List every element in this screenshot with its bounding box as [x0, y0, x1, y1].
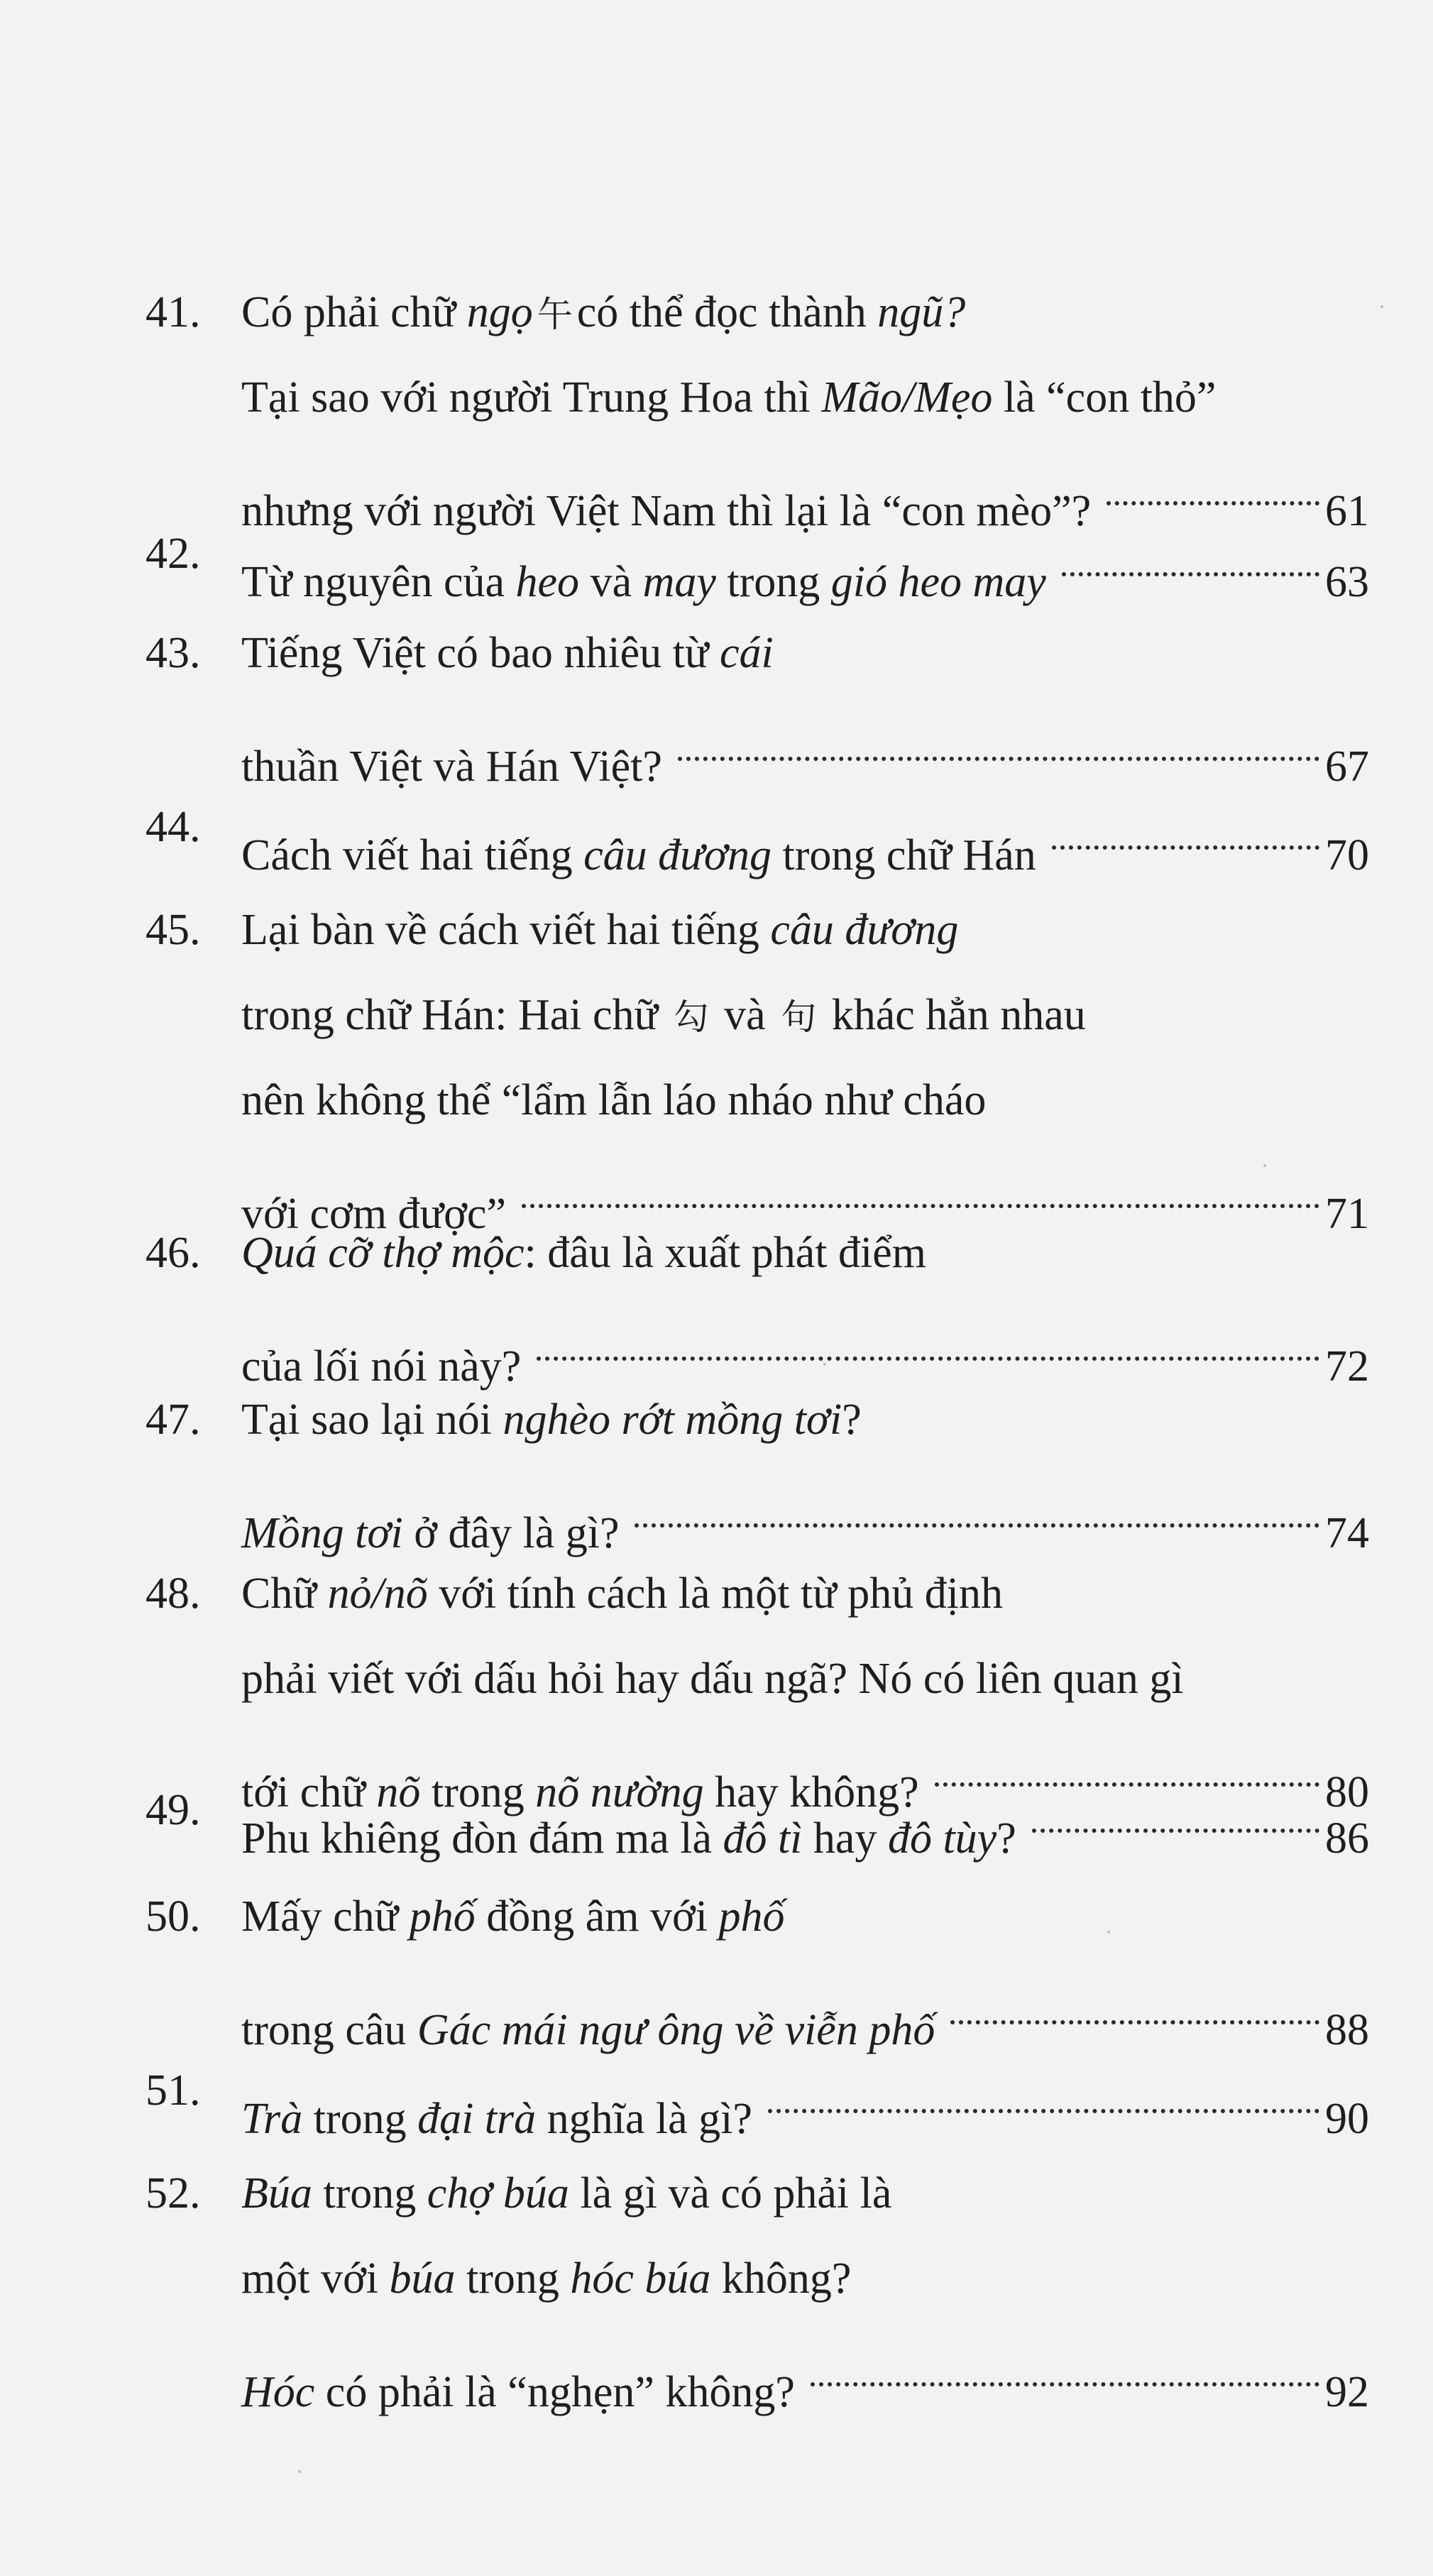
toc-entry-line — [241, 1551, 1369, 1636]
toc-page-number: 70 — [1325, 831, 1369, 879]
italic-term: Gác mái ngư ông về viễn phố — [417, 2006, 935, 2054]
title-text: khác hẳn nhau — [820, 991, 1086, 1039]
toc-entry-number: 50. — [146, 1892, 201, 1941]
toc-page-number: 71 — [1325, 1190, 1369, 1238]
chinese-character: 午 — [537, 294, 573, 335]
paper-speck — [823, 1363, 826, 1366]
dot-leader — [678, 696, 1319, 781]
title-text: trong câu — [241, 2006, 417, 2054]
paper-speck — [1107, 1931, 1110, 1934]
italic-term: Hóc — [241, 2368, 315, 2416]
paper-speck — [298, 2470, 301, 2473]
italic-term: Mão/Mẹo — [821, 373, 993, 422]
toc-entry-line — [241, 1210, 1369, 1295]
italic-term: đô tì — [723, 1814, 803, 1863]
title-text: trong — [302, 2095, 418, 2143]
toc-entry-line — [241, 1636, 1369, 1721]
title-text: Tại sao lại nói — [241, 1396, 503, 1444]
title-text: nhưng với người Việt Nam thì lại là “con mèo”? — [241, 487, 1092, 535]
italic-term: phố — [409, 1892, 476, 1941]
italic-term: nỏ/nõ — [327, 1569, 428, 1618]
italic-term: hóc búa — [570, 2254, 711, 2303]
toc-entry-line — [241, 1462, 1369, 1557]
dot-leader — [1032, 1767, 1319, 1853]
toc-entry-line — [241, 2048, 1369, 2143]
title-text: nên không thể “lẩm lẫn láo nháo như cháo — [241, 1076, 987, 1124]
title-text: và — [713, 991, 777, 1039]
toc-entry-text — [241, 1874, 785, 1959]
dot-leader — [811, 2321, 1319, 2406]
toc-entry-number: 45. — [146, 906, 201, 954]
title-text: Chữ — [241, 1569, 328, 1618]
title-text: với cơm được” — [241, 1190, 506, 1238]
toc-entry-number: 43. — [146, 629, 201, 677]
title-text: tới chữ — [241, 1768, 377, 1816]
toc-entry-number: 46. — [146, 1229, 201, 1277]
toc-entry-line — [241, 1874, 1369, 1959]
toc-entry-line — [241, 887, 1369, 972]
italic-term: cái — [719, 629, 774, 677]
toc-entry-number: 41. — [146, 288, 201, 336]
title-text: ở đây là gì? — [402, 1509, 620, 1557]
italic-term: câu đương — [583, 831, 772, 879]
dot-leader — [1062, 511, 1319, 596]
title-text: đồng âm với — [475, 1892, 719, 1941]
toc-entry-number: 48. — [146, 1569, 201, 1618]
toc-entry-number: 51. — [146, 2066, 201, 2115]
toc-page-number: 67 — [1325, 742, 1369, 791]
toc-entry-line — [241, 1959, 1369, 2054]
toc-entry-line — [241, 1058, 1369, 1143]
toc-entry-number: 44. — [146, 803, 201, 851]
toc-page-number: 90 — [1325, 2095, 1369, 2143]
toc-entry-number: 42. — [146, 530, 201, 578]
toc-entry-text — [241, 1636, 1184, 1721]
title-text: thuần Việt và Hán Việt? — [241, 742, 662, 791]
title-text: có thể đọc thành — [576, 288, 878, 336]
title-text: một với — [241, 2254, 390, 2303]
toc-entry-line — [241, 270, 1369, 355]
toc-page-number: 80 — [1325, 1768, 1369, 1816]
paper-speck — [1263, 1164, 1266, 1167]
title-text: Mấy chữ — [241, 1892, 410, 1941]
italic-term: phố — [718, 1892, 785, 1941]
toc-entry-text — [241, 887, 958, 972]
title-text: hay — [802, 1814, 888, 1863]
toc-entry-text — [241, 972, 1086, 1060]
title-text: không? — [710, 2254, 852, 2303]
dot-leader — [1052, 784, 1319, 870]
toc-entry-text — [241, 2076, 752, 2161]
toc-page-number: 92 — [1325, 2368, 1369, 2416]
italic-term: nõ — [376, 1768, 421, 1816]
toc-entry-line — [241, 1767, 1369, 1863]
italic-term: Búa — [241, 2169, 312, 2218]
toc-entry-text — [241, 2350, 795, 2435]
italic-term: may — [642, 558, 716, 606]
title-text: và — [579, 558, 643, 606]
title-text: là gì và có phải là — [569, 2169, 892, 2218]
toc-entry-text — [241, 1377, 862, 1462]
title-text: trong — [420, 1768, 536, 1816]
toc-entry-line — [241, 511, 1369, 606]
title-text: Phu khiêng đòn đám ma là — [241, 1814, 723, 1863]
title-text: trong chữ Hán: Hai chữ — [241, 991, 669, 1039]
toc-entry-text — [241, 1551, 1003, 1636]
toc-entry-line — [241, 1377, 1369, 1462]
toc-entry-line — [241, 972, 1369, 1058]
toc-page-number: 72 — [1325, 1342, 1369, 1391]
toc-entry-text — [241, 355, 1216, 440]
title-text: : đâu là xuất phát điểm — [524, 1229, 926, 1277]
title-text: nghĩa là gì? — [536, 2095, 752, 2143]
italic-term: Quá cỡ thợ mộc — [241, 1229, 525, 1277]
title-text: trong — [715, 558, 831, 606]
title-text: hay không? — [703, 1768, 919, 1816]
toc-page-number: 74 — [1325, 1509, 1369, 1557]
toc-entry-line — [241, 784, 1369, 879]
title-text: Tại sao với người Trung Hoa thì — [241, 373, 822, 422]
toc-entry-text — [241, 2151, 891, 2236]
title-text: Có phải chữ — [241, 288, 467, 336]
italic-term: câu đương — [770, 906, 959, 954]
italic-term: gió heo may — [830, 558, 1046, 606]
toc-page-number: 61 — [1325, 487, 1369, 535]
dot-leader — [537, 1295, 1319, 1381]
toc-entry-text — [241, 610, 774, 696]
title-text: ? — [842, 1396, 862, 1444]
title-text: phải viết với dấu hỏi hay dấu ngã? Nó có liên quan gì — [241, 1655, 1184, 1703]
title-text: của lối nói này? — [241, 1342, 522, 1391]
title-text: là “con thỏ” — [992, 373, 1217, 422]
italic-term: heo — [515, 558, 580, 606]
toc-entry-line — [241, 2236, 1369, 2321]
dot-leader — [768, 2048, 1319, 2133]
toc-entry-text — [241, 2236, 851, 2321]
toc-entry-text — [241, 813, 1036, 898]
toc-entry-text — [241, 1796, 1016, 1881]
toc-entry-text — [241, 1210, 926, 1295]
italic-term: ngọ — [466, 288, 533, 336]
paper-speck — [1380, 305, 1383, 308]
chinese-character: 句 — [781, 997, 817, 1038]
toc-entry-number: 47. — [146, 1396, 201, 1444]
title-text: ? — [996, 1814, 1016, 1863]
italic-term: Trà — [241, 2095, 303, 2143]
toc-entry-line — [241, 696, 1369, 791]
title-text: với tính cách là một từ phủ định — [427, 1569, 1003, 1618]
toc-page-number: 88 — [1325, 2006, 1369, 2054]
toc-entry-line — [241, 1295, 1369, 1391]
italic-term: ngũ? — [877, 288, 966, 336]
toc-entry-line — [241, 2151, 1369, 2236]
italic-term: nõ nường — [535, 1768, 704, 1816]
title-text: Lại bàn về cách viết hai tiếng — [241, 906, 771, 954]
toc-entry-text — [241, 1058, 986, 1143]
italic-term: Mồng tơi — [241, 1509, 403, 1557]
toc-entry-line — [241, 610, 1369, 696]
italic-term: đô tùy — [887, 1814, 997, 1863]
title-text: Từ nguyên của — [241, 558, 516, 606]
title-text: Tiếng Việt có bao nhiêu từ — [241, 629, 720, 677]
chinese-character: 勾 — [673, 997, 709, 1038]
italic-term: búa — [389, 2254, 456, 2303]
toc-entry-line — [241, 355, 1369, 440]
toc-page-number: 63 — [1325, 558, 1369, 606]
toc-entry-text — [241, 270, 965, 357]
title-text: có phải là “nghẹn” không? — [314, 2368, 795, 2416]
italic-term: chợ búa — [427, 2169, 569, 2218]
dot-leader — [635, 1462, 1319, 1547]
dot-leader — [950, 1959, 1319, 2044]
toc-entry-number: 49. — [146, 1786, 201, 1834]
title-text: trong — [455, 2254, 571, 2303]
italic-term: nghèo rớt mồng tơi — [503, 1396, 842, 1444]
toc-page-number: 86 — [1325, 1814, 1369, 1863]
title-text: trong — [312, 2169, 427, 2218]
italic-term: đại trà — [417, 2095, 537, 2143]
title-text: trong chữ Hán — [772, 831, 1036, 879]
toc-entry-number: 52. — [146, 2169, 201, 2218]
toc-entry-line — [241, 2321, 1369, 2416]
title-text: Cách viết hai tiếng — [241, 831, 584, 879]
